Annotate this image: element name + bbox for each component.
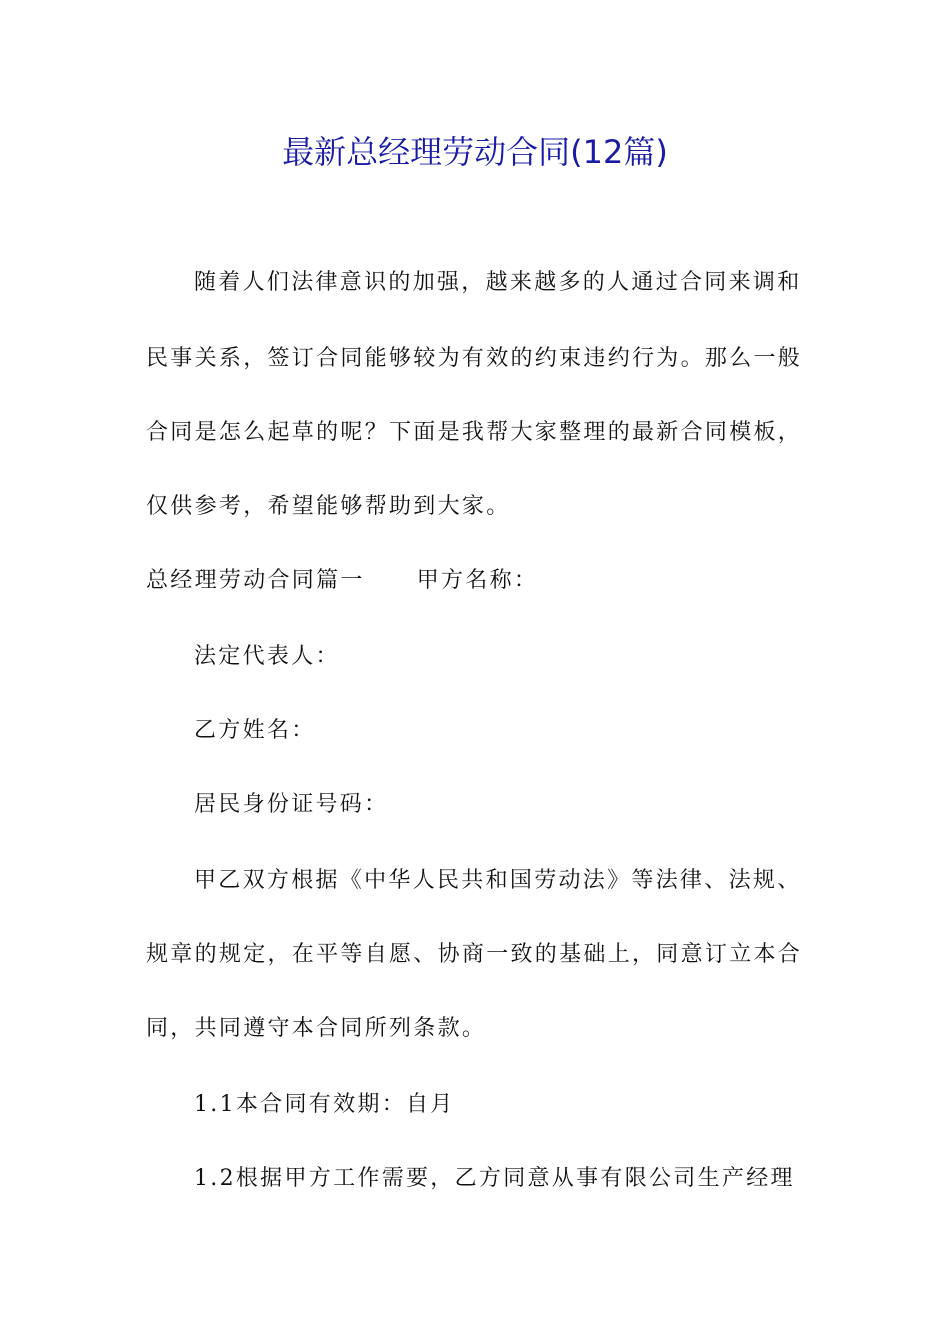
legal-representative-label: 法定代表人： — [194, 644, 340, 669]
clause-1-1: 1.1本合同有效期：自月 — [194, 1092, 455, 1117]
section-heading-row — [146, 566, 538, 596]
document-title: 最新总经理劳动合同(12篇) — [282, 133, 668, 171]
preamble-line-3: 同，共同遵守本合同所列条款。 — [146, 1016, 487, 1041]
section-heading: 总经理劳动合同篇一 — [146, 568, 365, 593]
clause-1-2: 1.2根据甲方工作需要，乙方同意从事有限公司生产经理 — [194, 1166, 795, 1191]
preamble-line-1: 甲乙双方根据《中华人民共和国劳动法》等法律、法规、 — [194, 868, 802, 893]
preamble-line-2: 规章的规定，在平等自愿、协商一致的基础上，同意订立本合 — [146, 942, 803, 967]
intro-line-1: 随着人们法律意识的加强，越来越多的人通过合同来调和 — [194, 270, 802, 295]
intro-line-2: 民事关系，签订合同能够较为有效的约束违约行为。那么一般 — [146, 346, 803, 371]
party-b-name-label: 乙方姓名： — [194, 718, 316, 743]
party-a-name-label: 甲方名称： — [416, 568, 539, 593]
intro-line-4: 仅供参考，希望能够帮助到大家。 — [146, 494, 511, 519]
id-number-label: 居民身份证号码： — [194, 792, 389, 817]
intro-line-3: 合同是怎么起草的呢？下面是我帮大家整理的最新合同模板， — [146, 420, 803, 445]
